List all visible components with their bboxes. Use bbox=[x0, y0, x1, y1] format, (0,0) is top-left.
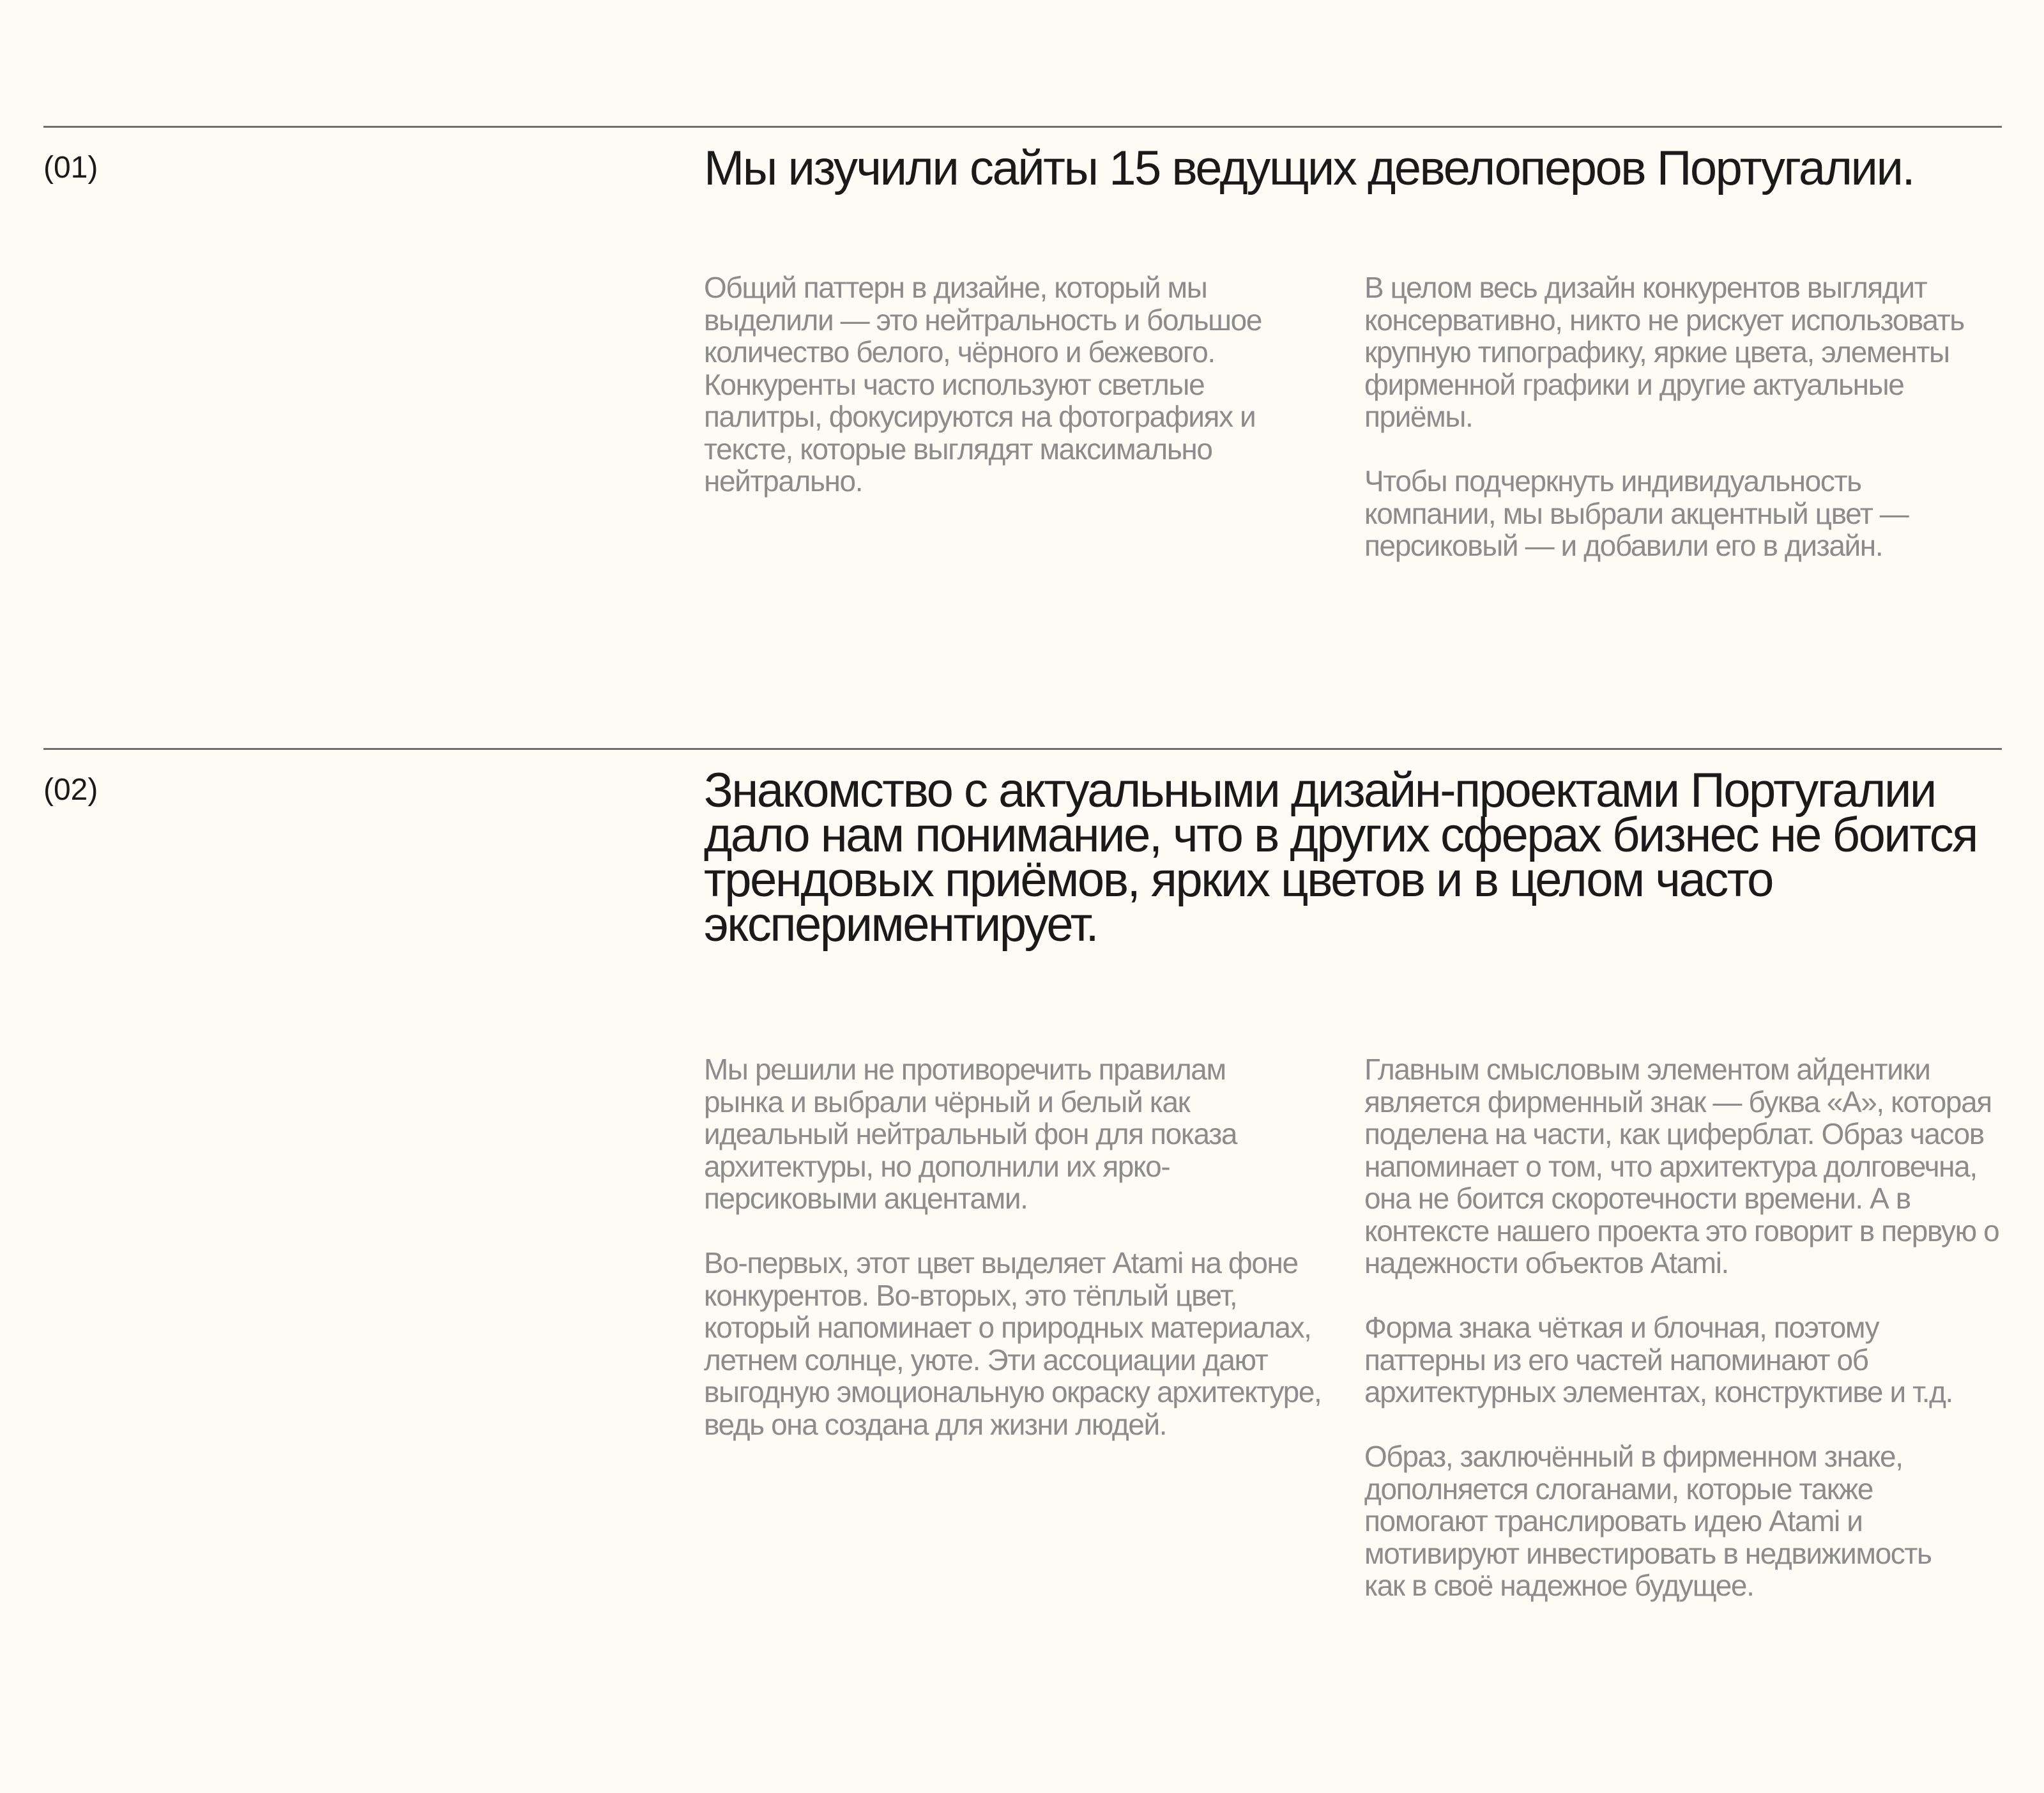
paragraph: Общий паттерн в дизайне, который мы выделили — это нейтральность и большое количество белого, чёрного и бежевого. Конкуренты часто используют светлые палитры, фокусируются на фотографиях и тексте, которые выглядят максимально нейтрально. bbox=[704, 271, 1262, 498]
paragraph: Образ, заключённый в фирменном знаке, дополняется слоганами, которые также помогают транслировать идею Atami и мотивируют инвестировать в недвижимость как в своё надежное будущее. bbox=[1364, 1440, 1932, 1602]
section-number: (02) bbox=[43, 773, 98, 807]
section-title: Знакомство с актуальными дизайн-проектами Португалии дало нам понимание, что в других сферах бизнес не боится трендовых приёмов, ярких цветов и в целом часто экспериментирует. bbox=[704, 763, 1977, 952]
left-column bbox=[704, 271, 1317, 498]
paragraph: Главным смысловым элементом айдентики является фирменный знак — буква «А», которая поделена на части, как циферблат. Образ часов напоминает о том, что архитектура долговечна, она не боится скоротечности времени. А в контексте нашего проекта это говорит в первую о надежности объектов Atami. bbox=[1364, 1053, 1999, 1279]
paragraph: Чтобы подчеркнуть индивидуальность компании, мы выбрали акцентный цвет — персиковый — и добавили его в дизайн. bbox=[1364, 464, 1909, 562]
paragraph: В целом весь дизайн конкурентов выглядит консервативно, никто не рискует использовать крупную типографику, яркие цвета, элементы фирменной графики и другие актуальные приёмы. bbox=[1364, 271, 1964, 433]
paragraph: Форма знака чёткая и блочная, поэтому паттерны из его частей напоминают об архитектурных элементах, конструктиве и т.д. bbox=[1364, 1311, 1953, 1408]
section-title: Мы изучили сайты 15 ведущих девелоперов Португалии. bbox=[704, 141, 1914, 195]
section-number: (01) bbox=[43, 151, 98, 185]
left-column bbox=[704, 1053, 1349, 1440]
right-column bbox=[1364, 271, 2003, 562]
section-divider bbox=[43, 748, 2002, 750]
paragraph: Мы решили не противоречить правилам рынка и выбрали чёрный и белый как идеальный нейтральный фон для показа архитектуры, но дополнили их ярко-персиковыми акцентами. bbox=[704, 1053, 1237, 1215]
paragraph: Во-первых, этот цвет выделяет Atami на фоне конкурентов. Во-вторых, это тёплый цвет, который напоминает о природных материалах, летнем солнце, уюте. Эти ассоциации дают выгодную эмоциональную окраску архитектуре, ведь она создана для жизни людей. bbox=[704, 1246, 1322, 1441]
right-column bbox=[1364, 1053, 2003, 1602]
section-divider bbox=[43, 126, 2002, 128]
